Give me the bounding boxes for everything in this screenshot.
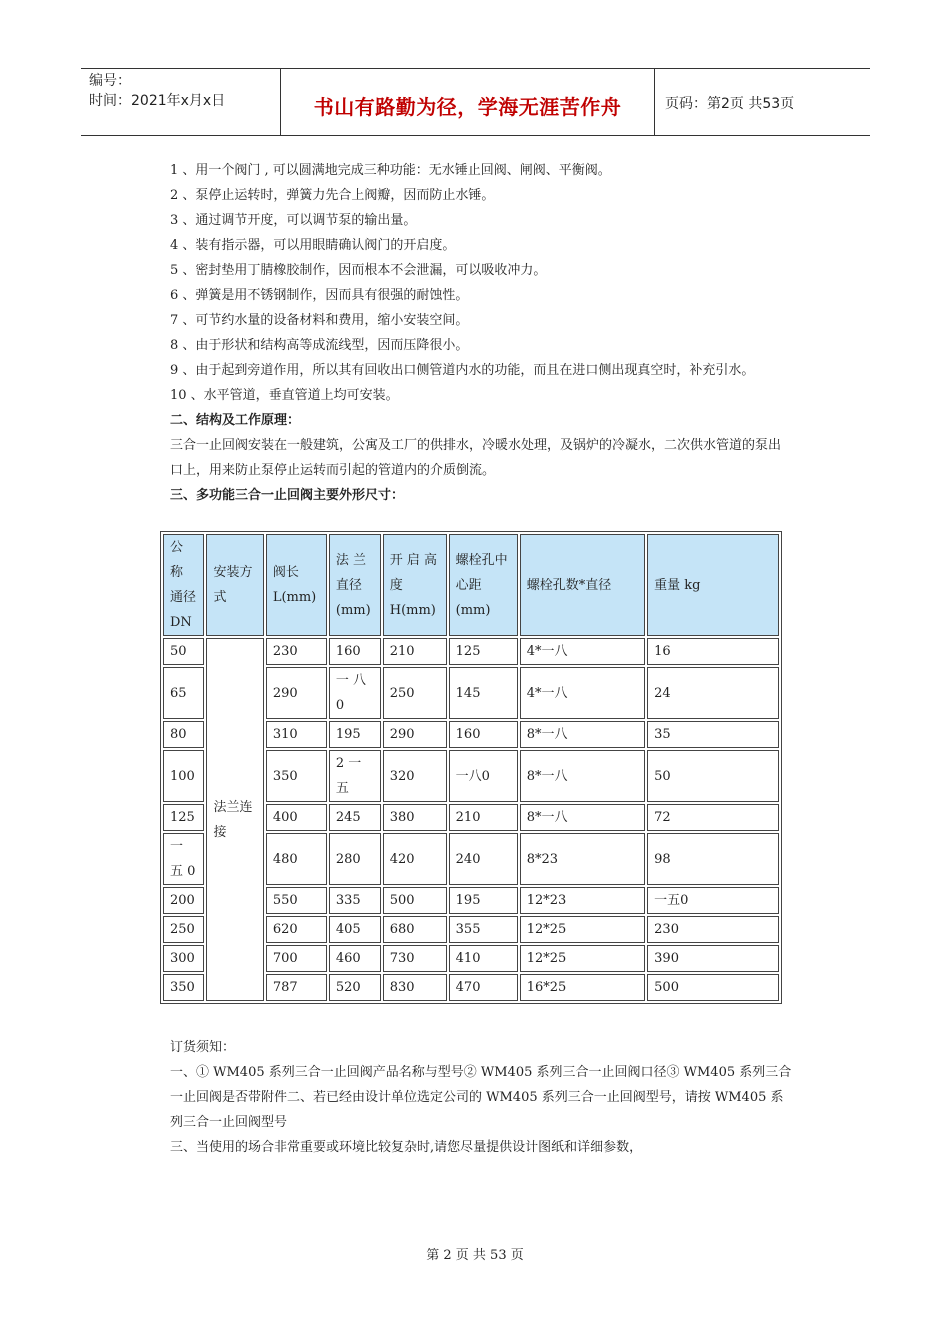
table-cell: 65 bbox=[163, 667, 204, 719]
table-cell: 500 bbox=[647, 974, 779, 1001]
table-cell: 50 bbox=[647, 750, 779, 802]
table-cell: 380 bbox=[383, 804, 447, 831]
table-cell: 335 bbox=[329, 887, 381, 914]
page-header bbox=[81, 68, 870, 136]
table-cell: 35 bbox=[647, 721, 779, 748]
table-cell: 355 bbox=[449, 916, 518, 943]
table-header-row bbox=[163, 534, 779, 636]
table-cell: 830 bbox=[383, 974, 447, 1001]
table-cell: 一五0 bbox=[647, 887, 779, 914]
table-cell: 230 bbox=[647, 916, 779, 943]
table-cell: 310 bbox=[266, 721, 327, 748]
feature-item: 10 、水平管道，垂直管道上均可安装。 bbox=[170, 388, 399, 403]
dimension-table bbox=[160, 531, 782, 1004]
table-header-cell: 螺栓孔数*直径 bbox=[520, 534, 645, 636]
table-cell: 300 bbox=[163, 945, 204, 972]
table-cell: 12*25 bbox=[520, 945, 645, 972]
table-cell: 195 bbox=[329, 721, 381, 748]
table-cell: 320 bbox=[383, 750, 447, 802]
table-cell: 4*一八 bbox=[520, 638, 645, 665]
header-left-cell bbox=[81, 69, 281, 135]
order-heading: 订货须知： bbox=[170, 1040, 236, 1055]
table-cell: 8*一八 bbox=[520, 721, 645, 748]
table-header-cell: 重量 kg bbox=[647, 534, 779, 636]
table-cell: 一八0 bbox=[449, 750, 518, 802]
table-header-cell: 公 称 通径 DN bbox=[163, 534, 204, 636]
table-cell: 16 bbox=[647, 638, 779, 665]
header-page-cell bbox=[655, 69, 870, 135]
table-cell: 480 bbox=[266, 833, 327, 885]
table-cell: 160 bbox=[329, 638, 381, 665]
table-header-cell: 法 兰 直径 (mm) bbox=[329, 534, 381, 636]
motto-text: 书山有路勤为径，学海无涯苦作舟 bbox=[313, 94, 622, 119]
table-cell: 12*23 bbox=[520, 887, 645, 914]
table-cell: 405 bbox=[329, 916, 381, 943]
table-cell: 550 bbox=[266, 887, 327, 914]
table-cell: 680 bbox=[383, 916, 447, 943]
order-line: 三、当使用的场合非常重要或环境比较复杂时,请您尽量提供设计图纸和详细参数， bbox=[170, 1140, 643, 1155]
order-line: 一、① WM405 系列三合一止回阀产品名称与型号② WM405 系列三合一止回阀口径③ WM405 系列三合一止回阀是否带附件二、若已经由设计单位选定公司的 WM405 系列三合一止回阀型号，请按 WM405 系列三合一止回阀型号 bbox=[170, 1065, 792, 1130]
table-cell: 620 bbox=[266, 916, 327, 943]
table-cell: 787 bbox=[266, 974, 327, 1001]
page-label: 页码：第2页 共53页 bbox=[665, 96, 795, 112]
feature-item: 6 、弹簧是用不锈钢制作，因而具有很强的耐蚀性。 bbox=[170, 288, 469, 303]
table-cell: 230 bbox=[266, 638, 327, 665]
table-cell: 145 bbox=[449, 667, 518, 719]
table-row bbox=[163, 638, 779, 665]
table-cell: 410 bbox=[449, 945, 518, 972]
table-cell: 2 一 五 bbox=[329, 750, 381, 802]
feature-item: 5 、密封垫用丁腈橡胶制作，因而根本不会泄漏，可以吸收冲力。 bbox=[170, 263, 547, 278]
section-text-structure: 三合一止回阀安装在一般建筑，公寓及工厂的供排水，冷暖水处理，及锅炉的冷凝水，二次供水管道的泵出口上，用来防止泵停止运转而引起的管道内的介质倒流。 bbox=[170, 438, 782, 478]
table-cell: 700 bbox=[266, 945, 327, 972]
table-cell: 8*一八 bbox=[520, 804, 645, 831]
table-cell: 210 bbox=[383, 638, 447, 665]
table-cell: 240 bbox=[449, 833, 518, 885]
footer-page-number: 第 2 页 共 53 页 bbox=[426, 1248, 524, 1263]
table-cell: 250 bbox=[383, 667, 447, 719]
table-header-cell: 开 启 高度 H(mm) bbox=[383, 534, 447, 636]
install-method-cell: 法兰连接 bbox=[206, 638, 263, 1001]
table-cell: 460 bbox=[329, 945, 381, 972]
table-cell: 200 bbox=[163, 887, 204, 914]
table-cell: 一 八 0 bbox=[329, 667, 381, 719]
table-header-cell: 螺栓孔中心距 (mm) bbox=[449, 534, 518, 636]
table-cell: 280 bbox=[329, 833, 381, 885]
feature-item: 1 、用一个阀门 , 可以圆满地完成三种功能：无水锤止回阀、闸阀、平衡阀。 bbox=[170, 163, 611, 178]
table-cell: 98 bbox=[647, 833, 779, 885]
table-cell: 350 bbox=[266, 750, 327, 802]
section-heading-structure: 二、结构及工作原理： bbox=[170, 413, 301, 428]
table-cell: 50 bbox=[163, 638, 204, 665]
table-cell: 125 bbox=[449, 638, 518, 665]
table-cell: 80 bbox=[163, 721, 204, 748]
number-label: 编号： bbox=[89, 73, 131, 89]
table-cell: 500 bbox=[383, 887, 447, 914]
feature-item: 2 、泵停止运转时，弹簧力先合上阀瓣，因而防止水锤。 bbox=[170, 188, 495, 203]
time-label: 时间：2021年x月x日 bbox=[89, 93, 226, 109]
feature-item: 9 、由于起到旁道作用，所以其有回收出口侧管道内水的功能，而且在进口侧出现真空时，补充引水。 bbox=[170, 363, 755, 378]
header-motto-cell bbox=[281, 69, 655, 135]
feature-item: 4 、装有指示器，可以用眼睛确认阀门的开启度。 bbox=[170, 238, 456, 253]
page-footer bbox=[0, 1244, 950, 1263]
table-cell: 100 bbox=[163, 750, 204, 802]
table-cell: 520 bbox=[329, 974, 381, 1001]
table-header-cell: 阀长 L(mm) bbox=[266, 534, 327, 636]
table-cell: 250 bbox=[163, 916, 204, 943]
section-heading-dimensions: 三、多功能三合一止回阀主要外形尺寸： bbox=[170, 488, 405, 503]
table-cell: 290 bbox=[383, 721, 447, 748]
table-cell: 210 bbox=[449, 804, 518, 831]
table-cell: 470 bbox=[449, 974, 518, 1001]
table-cell: 12*25 bbox=[520, 916, 645, 943]
table-cell: 245 bbox=[329, 804, 381, 831]
table-cell: 125 bbox=[163, 804, 204, 831]
table-cell: 420 bbox=[383, 833, 447, 885]
table-header-cell: 安装方式 bbox=[206, 534, 263, 636]
table-cell: 400 bbox=[266, 804, 327, 831]
table-cell: 4*一八 bbox=[520, 667, 645, 719]
table-cell: 72 bbox=[647, 804, 779, 831]
table-cell: 8*一八 bbox=[520, 750, 645, 802]
table-cell: 24 bbox=[647, 667, 779, 719]
table-cell: 8*23 bbox=[520, 833, 645, 885]
table-cell: 290 bbox=[266, 667, 327, 719]
feature-item: 7 、可节约水量的设备材料和费用，缩小安装空间。 bbox=[170, 313, 469, 328]
table-cell: 160 bbox=[449, 721, 518, 748]
feature-item: 8 、由于形状和结构高等成流线型，因而压降很小。 bbox=[170, 338, 469, 353]
table-cell: 一 五 0 bbox=[163, 833, 204, 885]
order-notes bbox=[170, 1035, 795, 1160]
table-cell: 730 bbox=[383, 945, 447, 972]
feature-item: 3 、通过调节开度，可以调节泵的输出量。 bbox=[170, 213, 417, 228]
table-cell: 350 bbox=[163, 974, 204, 1001]
table-cell: 195 bbox=[449, 887, 518, 914]
document-body bbox=[170, 158, 790, 508]
table-cell: 390 bbox=[647, 945, 779, 972]
table-cell: 16*25 bbox=[520, 974, 645, 1001]
